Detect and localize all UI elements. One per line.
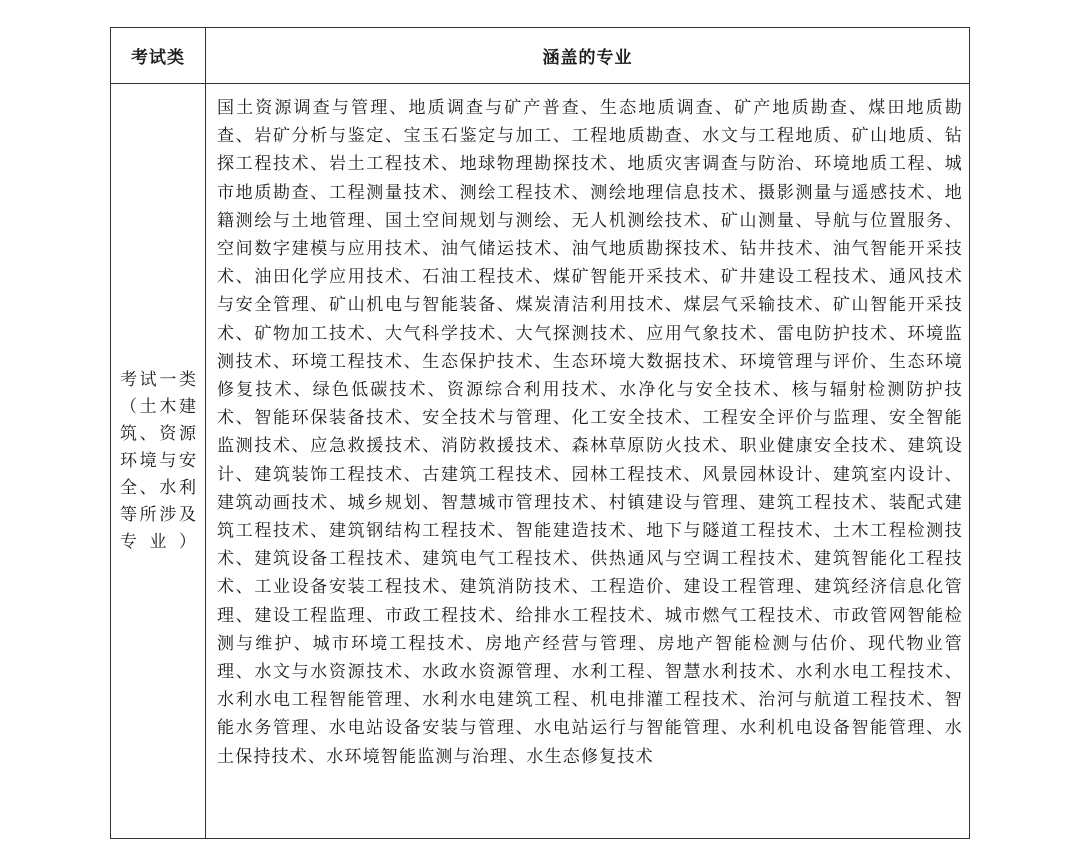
category-label: 考试一类（土木建筑、资源环境与安全、水利等所涉及专业） xyxy=(120,369,198,552)
majors-cell xyxy=(217,94,963,771)
column-divider xyxy=(205,28,206,838)
majors-list-text: 国土资源调查与管理、地质调查与矿产普查、生态地质调查、矿产地质勘查、煤田地质勘查、岩矿分析与鉴定、宝玉石鉴定与加工、工程地质勘查、水文与工程地质、矿山地质、钻探工程技术、岩土工程技术、地球物理勘探技术、地质灾害调查与防治、环境地质工程、城市地质勘查、工程测量技术、测绘工程技术、测绘地理信息技术、摄影测量与遥感技术、地籍测绘与土地管理、国土空间规划与测绘、无人机测绘技术、矿山测量、导航与位置服务、空间数字建模与应用技术、油气储运技术、油气地质勘探技术、钻井技术、油气智能开采技术、油田化学应用技术、石油工程技术、煤矿智能开采技术、矿井建设工程技术、通风技术与安全管理、矿山机电与智能装备、煤炭清洁利用技术、煤层气采输技术、矿山智能开采技术、矿物加工技术、大气科学技术、大气探测技术、应用气象技术、雷电防护技术、环境监测技术、环境工程技术、生态保护技术、生态环境大数据技术、环境管理与评价、生态环境修复技术、绿色低碳技术、资源综合利用技术、水净化与安全技术、核与辐射检测防护技术、智能环保装备技术、安全技术与管理、化工安全技术、工程安全评价与监理、安全智能监测技术、应急救援技术、消防救援技术、森林草原防火技术、职业健康安全技术、建筑设计、建筑装饰工程技术、古建筑工程技术、园林工程技术、风景园林设计、建筑室内设计、建筑动画技术、城乡规划、智慧城市管理技术、村镇建设与管理、建筑工程技术、装配式建筑工程技术、建筑钢结构工程技术、智能建造技术、地下与隧道工程技术、土木工程检测技术、建筑设备工程技术、建筑电气工程技术、供热通风与空调工程技术、建筑智能化工程技术、工业设备安装工程技术、建筑消防技术、工程造价、建设工程管理、建筑经济信息化管理、建设工程监理、市政工程技术、给排水工程技术、城市燃气工程技术、市政管网智能检测与维护、城市环境工程技术、房地产经营与管理、房地产智能检测与估价、现代物业管理、水文与水资源技术、水政水资源管理、水利工程、智慧水利技术、水利水电工程技术、水利水电工程智能管理、水利水电建筑工程、机电排灌工程技术、治河与航道工程技术、智能水务管理、水电站设备安装与管理、水电站运行与智能管理、水利机电设备智能管理、水土保持技术、水环境智能监测与治理、水生态修复技术 xyxy=(217,98,963,767)
category-cell xyxy=(119,84,199,838)
header-covered-majors: 涵盖的专业 xyxy=(542,48,633,68)
majors-table xyxy=(110,27,970,839)
table-header-row xyxy=(111,28,969,84)
header-exam-category: 考试类 xyxy=(131,48,185,68)
